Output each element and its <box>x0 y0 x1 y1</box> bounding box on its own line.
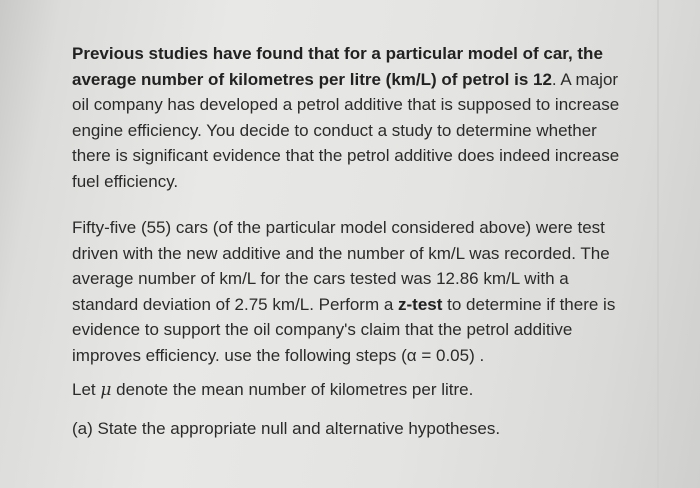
details-line-4-rest: to determine if there is <box>442 294 616 314</box>
intro-line-1: Previous studies have found that for a particular model of car, the <box>72 44 603 63</box>
page-edge-divider <box>657 0 659 488</box>
z-test-term: z-test <box>398 294 443 314</box>
intro-line-2 <box>72 67 652 93</box>
problem-intro-paragraph <box>72 41 652 194</box>
part-a-prompt: (a) State the appropriate null and alternative hypotheses. <box>72 419 501 438</box>
intro-line-4: engine efficiency. You decide to conduct a study to determine whether <box>72 120 597 140</box>
mu-symbol: μ <box>100 380 112 400</box>
study-details-paragraph <box>72 215 652 368</box>
mu-suffix: denote the mean number of kilometres per litre. <box>111 380 474 399</box>
intro-line-5: there is significant evidence that the petrol additive does indeed increase <box>72 146 620 165</box>
intro-line-3: oil company has developed a petrol additive that is supposed to increase <box>72 95 620 114</box>
details-line-4 <box>72 292 652 318</box>
details-line-2: driven with the new additive and the number of km/L was recorded. The <box>72 243 610 263</box>
details-line-3: average number of km/L for the cars tested was 12.86 km/L with a <box>72 269 569 288</box>
intro-line-2-bold: average number of kilometres per litre (km/L) of petrol is 12 <box>72 69 552 89</box>
details-line-5: evidence to support the oil company's claim that the petrol additive <box>72 320 573 339</box>
details-line-4-start: standard deviation of 2.75 km/L. Perform a <box>72 294 399 314</box>
mu-prefix: Let <box>72 380 101 399</box>
details-line-1: Fifty-five (55) cars (of the particular model considered above) were test <box>72 218 605 237</box>
intro-line-6: fuel efficiency. <box>72 171 179 191</box>
intro-line-2-rest: . A major <box>551 69 619 89</box>
mu-definition <box>72 377 652 404</box>
details-line-6: improves efficiency. use the following steps (α = 0.05) . <box>72 345 485 365</box>
